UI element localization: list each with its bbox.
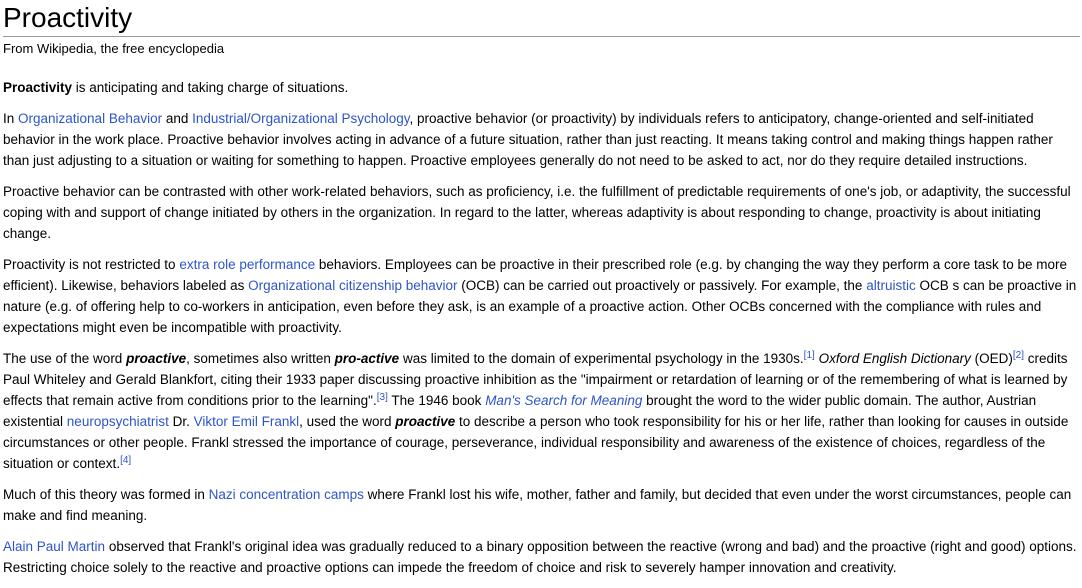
ref-link-1[interactable]: [1]: [803, 350, 815, 361]
paragraph-3: [3, 181, 1080, 244]
text-run: , proactive behavior (or proactivity) by individuals refers to anticipatory, change-oriented and self-initiated behavior in the work place. Proactive behavior involves acting in advance of a future situation, rather than just reacting. It means taking control and making things happen rather than just adjusting to a situation or waiting for something to happen. Proactive employees generally do not need to be asked to act, nor do they require detailed instructions.: [3, 111, 1053, 168]
link-man-s-search-for-meaning[interactable]: Man's Search for Meaning: [485, 393, 643, 408]
text-run: was limited to the domain of experimental psychology in the 1930s.: [399, 351, 804, 366]
link-industrial-organizational-psychology[interactable]: Industrial/Organizational Psychology: [192, 111, 410, 126]
text-run: credits Paul Whiteley and Gerald Blankfort, citing their 1933 paper discussing proactive inhibition as the "impairment or retardation of learning or of the remembering of what is learned by effects that remain active from conditions prior to the learning".: [3, 351, 1068, 408]
text-run: In: [3, 111, 19, 126]
page-title: Proactivity: [3, 3, 1080, 37]
link-neuropsychiatrist[interactable]: neuropsychiatrist: [66, 414, 169, 429]
link-extra-role-performance[interactable]: extra role performance: [179, 257, 316, 272]
text-run: behaviors. Employees can be proactive in their prescribed role (e.g. by changing the way they perform a core task to be more efficient). Likewise, behaviors labeled as: [3, 257, 1068, 293]
text-run-bold: Proactivity: [3, 80, 73, 95]
ref-link-3[interactable]: [3]: [376, 392, 388, 403]
text-run: Dr.: [168, 414, 194, 429]
text-run: Much of this theory was formed in: [3, 487, 209, 502]
text-run: (OCB) can be carried out proactively or passively. For example, the: [457, 278, 867, 293]
reference-superscript: [120, 455, 131, 466]
link-alain-paul-martin[interactable]: Alain Paul Martin: [3, 539, 106, 554]
paragraph-6: [3, 484, 1080, 526]
paragraph-1: [3, 77, 1080, 98]
text-run: is anticipating and taking charge of situations.: [72, 80, 349, 95]
ref-link-2[interactable]: [2]: [1012, 350, 1024, 361]
page-subtitle: From Wikipedia, the free encyclopedia: [3, 41, 225, 56]
text-run: The use of the word: [3, 351, 127, 366]
paragraph-5: [3, 348, 1080, 474]
text-run-bolditalic: pro-active: [334, 351, 400, 366]
text-run: , sometimes also written: [186, 351, 335, 366]
text-run: Proactive behavior can be contrasted with other work-related behaviors, such as proficiency, i.e. the fulfillment of predictable requirements of one's job, or adaptivity, the successful coping with and support of change initiated by others in the organization. In regard to the latter, whereas adaptivity is about responding to change, proactivity is about initiating change.: [3, 184, 1071, 241]
text-run: Proactivity is not restricted to: [3, 257, 180, 272]
ref-link-4[interactable]: [4]: [120, 455, 132, 466]
text-run: and: [162, 111, 193, 126]
text-run-italic: Oxford English Dictionary: [818, 351, 971, 366]
text-run: observed that Frankl's original idea was gradually reduced to a binary opposition between the reactive (wrong and bad) and the proactive (right and good) options. Restricting choice solely to the reactive and proactive options can impede the freedom of choice and risk to severely hamper innovation and creativity.: [3, 539, 1077, 575]
link-altruistic[interactable]: altruistic: [866, 278, 916, 293]
article-body: [3, 77, 1080, 578]
link-organizational-behavior[interactable]: Organizational Behavior: [18, 111, 163, 126]
reference-superscript: [804, 350, 815, 361]
reference-superscript: [377, 392, 388, 403]
text-run: to describe a person who took responsibility for his or her life, rather than looking for causes in outside circumstances or other people. Frankl stressed the importance of courage, perseverance, individual responsibility and awareness of the existence of choices, regardless of the situation or context.: [3, 414, 1069, 471]
text-run-bolditalic: proactive: [395, 414, 456, 429]
paragraph-4: [3, 254, 1080, 338]
text-run: where Frankl lost his wife, mother, father and family, but decided that even under the worst circumstances, people can make and find meaning.: [3, 487, 1072, 523]
text-run: OCB s can be proactive in nature (e.g. of offering help to co-workers in anticipation, even before they ask, is an example of a proactive action. Other OCBs concerned with the compliance with rules and expectations might even be incompatible with proactivity.: [3, 278, 1077, 335]
text-run-bolditalic: proactive: [126, 351, 187, 366]
text-run: brought the word to the wider public domain. The author, Austrian existential: [3, 393, 1037, 429]
link-nazi-concentration-camps[interactable]: Nazi concentration camps: [208, 487, 364, 502]
link-viktor-emil-frankl[interactable]: Viktor Emil Frankl: [193, 414, 300, 429]
link-organizational-citizenship-behavior[interactable]: Organizational citizenship behavior: [248, 278, 458, 293]
reference-superscript: [1013, 350, 1024, 361]
paragraph-7: [3, 536, 1080, 578]
text-run: , used the word: [299, 414, 396, 429]
paragraph-2: [3, 108, 1080, 171]
text-run: The 1946 book: [387, 393, 486, 408]
text-run: (OED): [970, 351, 1013, 366]
